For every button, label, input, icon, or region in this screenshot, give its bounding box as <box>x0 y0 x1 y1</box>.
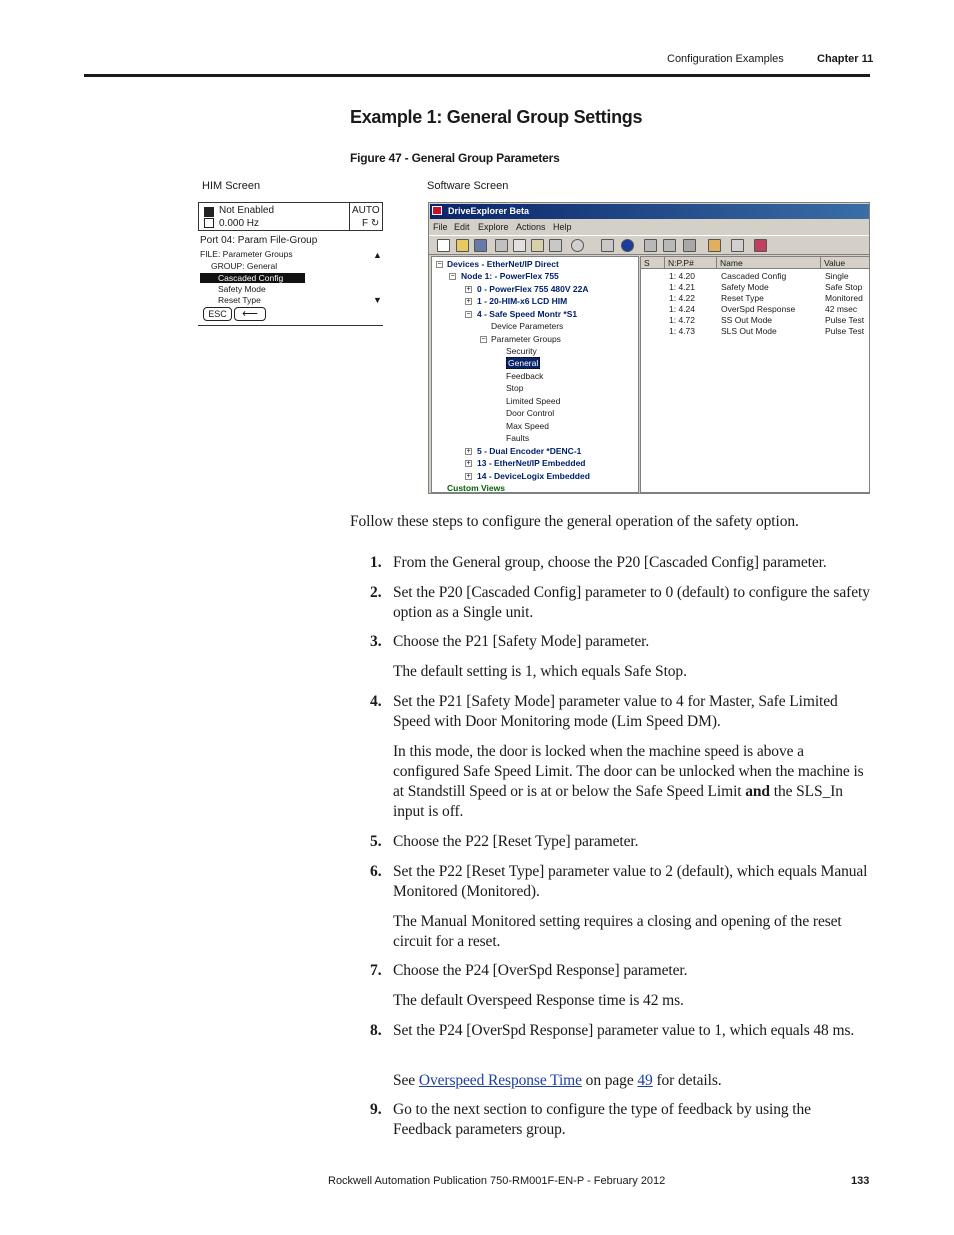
step-note <box>393 742 871 822</box>
him-frequency: 0.000 Hz <box>219 218 260 229</box>
note-text: In this mode, the door is locked when the machine speed is above a configured Safe Speed Limit. The door can be unlocked when the machine is at Standstill Speed or is at or below the Safe Speed Limit <box>393 743 864 800</box>
scroll-down-icon[interactable]: ▼ <box>373 295 382 305</box>
cell-value[interactable]: Safe Stop <box>825 282 863 292</box>
info-icon[interactable] <box>621 239 634 252</box>
figure-caption: Figure 47 - General Group Parameters <box>350 151 560 165</box>
window-title: DriveExplorer Beta <box>430 204 870 219</box>
step-text: Set the P20 [Cascaded Config] parameter to 0 (default) to configure the safety option as a Single unit. <box>393 584 870 621</box>
step-number: 4. <box>370 693 382 710</box>
header-rule <box>84 74 870 77</box>
step-number: 6. <box>370 863 382 880</box>
step-text: Set the P24 [OverSpd Response] parameter value to 1, which equals 48 ms. <box>393 1022 855 1039</box>
note-text: the SLS_In input is off. <box>393 783 843 820</box>
step-text: Choose the P24 [OverSpd Response] parameter. <box>393 962 688 979</box>
menu-actions[interactable]: Actions <box>516 222 546 232</box>
footer-publication: Rockwell Automation Publication 750-RM001F-EN-P - February 2012 <box>328 1175 666 1187</box>
step-number: 8. <box>370 1022 382 1039</box>
device-icon[interactable] <box>731 239 744 252</box>
tree-node[interactable]: Feedback <box>506 371 544 381</box>
tree-node[interactable]: 1 - 20-HIM-x6 LCD HIM <box>477 296 568 306</box>
tree-node[interactable]: 5 - Dual Encoder *DENC-1 <box>477 446 582 456</box>
save-icon[interactable] <box>474 239 487 252</box>
cell-name[interactable]: Reset Type <box>721 293 764 303</box>
cell-value[interactable]: Single <box>825 271 849 281</box>
tree-node[interactable]: 14 - DeviceLogix Embedded <box>477 471 590 481</box>
disconnect-icon[interactable] <box>601 239 614 252</box>
step-number: 1. <box>370 554 382 571</box>
tree-node[interactable]: Node 1: - PowerFlex 755 <box>461 271 559 281</box>
him-direction: F ↻ <box>362 218 380 229</box>
him-file: FILE: Parameter Groups <box>200 249 293 259</box>
step-number: 7. <box>370 962 382 979</box>
cell-npp[interactable]: 1: 4.72 <box>669 315 695 325</box>
back-arrow-icon[interactable]: ⟵ <box>234 307 266 321</box>
status-indicator-icon <box>204 207 214 217</box>
him-selected-item[interactable]: Cascaded Config <box>200 273 305 283</box>
step-text: From the General group, choose the P20 [Cascaded Config] parameter. <box>393 554 827 571</box>
expand-icon[interactable]: + <box>466 298 471 305</box>
step-number: 9. <box>370 1101 382 1118</box>
tree-node[interactable]: Max Speed <box>506 421 549 431</box>
tree-node-selected-label[interactable]: General <box>508 358 539 368</box>
cell-npp[interactable]: 1: 4.21 <box>669 282 695 292</box>
expand-icon[interactable]: + <box>466 286 471 293</box>
tree-node[interactable]: Limited Speed <box>506 396 561 406</box>
collapse-icon[interactable]: − <box>466 311 471 318</box>
section-title: Example 1: General Group Settings <box>350 107 643 127</box>
print-icon[interactable] <box>549 239 562 252</box>
him-status-text: Not Enabled <box>219 205 275 216</box>
step-note: The default Overspeed Response time is 42 ms. <box>393 992 684 1009</box>
cell-value[interactable]: 42 msec <box>825 304 858 314</box>
him-group: GROUP: General <box>211 261 278 271</box>
scroll-up-icon[interactable]: ▲ <box>373 250 382 260</box>
parameter-list <box>640 256 870 493</box>
him-list-item[interactable]: Safety Mode <box>218 284 266 294</box>
tree-node[interactable]: 4 - Safe Speed Montr *S1 <box>477 309 578 319</box>
cell-value[interactable]: Pulse Test <box>825 315 865 325</box>
copy-icon[interactable] <box>513 239 526 252</box>
compare-icon[interactable] <box>683 239 696 252</box>
cell-value[interactable]: Pulse Test <box>825 326 865 336</box>
cell-value[interactable]: Monitored <box>825 293 863 303</box>
tree-node[interactable]: 13 - EtherNet/IP Embedded <box>477 458 586 468</box>
cut-icon[interactable] <box>495 239 508 252</box>
software-screen-label: Software Screen <box>427 180 509 192</box>
menu-explore[interactable]: Explore <box>478 222 509 232</box>
collapse-icon[interactable]: − <box>450 273 455 280</box>
wizard-icon[interactable] <box>708 239 721 252</box>
step-note: The default setting is 1, which equals Safe Stop. <box>393 663 687 680</box>
him-screen-label: HIM Screen <box>202 180 261 192</box>
step-number: 3. <box>370 633 382 650</box>
toolbar <box>429 235 870 255</box>
menu-help[interactable]: Help <box>553 222 572 232</box>
step-text: Go to the next section to configure the type of feedback by using the Feedback parameters group. <box>393 1101 811 1138</box>
intro-paragraph: Follow these steps to configure the general operation of the safety option. <box>350 513 799 530</box>
him-port: Port 04: Param File-Group <box>200 235 318 246</box>
tree-node[interactable]: Custom Views <box>447 483 505 493</box>
step-note: The Manual Monitored setting requires a closing and opening of the reset circuit for a reset. <box>393 913 842 950</box>
download-icon[interactable] <box>663 239 676 252</box>
tree-node[interactable]: Parameter Groups <box>491 334 561 344</box>
see-text: See <box>393 1072 419 1089</box>
cell-name[interactable]: Safety Mode <box>721 282 769 292</box>
him-mode: AUTO <box>352 205 380 216</box>
tree-node[interactable]: Faults <box>506 433 530 443</box>
step-text: Set the P22 [Reset Type] parameter value to 2 (default), which equals Manual Monitored (Monitored). <box>393 863 868 900</box>
column-header-npp[interactable]: N:P.P# <box>665 257 717 269</box>
see-text: for details. <box>652 1072 722 1089</box>
app-icon <box>432 206 442 215</box>
tree-node[interactable]: Device Parameters <box>491 321 564 331</box>
cell-npp[interactable]: 1: 4.22 <box>669 293 695 303</box>
expand-icon[interactable]: + <box>466 460 471 467</box>
see-text: on page <box>581 1072 638 1089</box>
running-header-chapter: Chapter 11 <box>817 53 874 65</box>
note-emphasis: and <box>745 783 770 800</box>
expand-icon[interactable]: + <box>466 473 471 480</box>
upload-icon[interactable] <box>644 239 657 252</box>
step-text: Set the P21 [Safety Mode] parameter value to 4 for Master, Safe Limited Speed with Door Monitoring mode (Lim Speed DM). <box>393 693 838 730</box>
tree-node[interactable]: Door Control <box>506 408 555 418</box>
cell-name[interactable]: SLS Out Mode <box>721 326 777 336</box>
tree-node[interactable]: Stop <box>506 383 524 393</box>
esc-button[interactable]: ESC <box>203 307 232 321</box>
cell-npp[interactable]: 1: 4.73 <box>669 326 695 336</box>
page-49-link[interactable]: 49 <box>637 1072 653 1089</box>
cell-name[interactable]: OverSpd Response <box>721 304 796 314</box>
him-screen <box>198 202 384 326</box>
collapse-icon[interactable]: − <box>437 261 442 268</box>
tree-node[interactable]: 0 - PowerFlex 755 480V 22A <box>477 284 589 294</box>
menu-bar <box>429 220 870 234</box>
open-icon[interactable] <box>456 239 469 252</box>
step-number: 2. <box>370 584 382 601</box>
expand-icon[interactable]: + <box>466 448 471 455</box>
overspeed-response-time-link[interactable]: Overspeed Response Time <box>418 1072 582 1089</box>
column-header-name[interactable]: Name <box>717 257 821 269</box>
cell-npp[interactable]: 1: 4.24 <box>669 304 695 314</box>
running-header-section: Configuration Examples <box>667 53 784 65</box>
software-window <box>428 202 870 494</box>
step-text: Choose the P22 [Reset Type] parameter. <box>393 833 639 850</box>
cell-npp[interactable]: 1: 4.20 <box>669 271 695 281</box>
him-status-bar <box>198 202 383 231</box>
connect-icon[interactable] <box>571 239 584 252</box>
menu-edit[interactable]: Edit <box>454 222 470 232</box>
new-icon[interactable] <box>437 239 450 252</box>
him-list-item[interactable]: Reset Type <box>218 295 261 305</box>
tree-node[interactable]: Devices - EtherNet/IP Direct <box>447 259 559 269</box>
step-text: Choose the P21 [Safety Mode] parameter. <box>393 633 650 650</box>
paste-icon[interactable] <box>531 239 544 252</box>
tree-node-selected[interactable] <box>506 358 540 369</box>
column-header-s[interactable]: S <box>641 257 665 269</box>
status-indicator-icon <box>204 218 214 228</box>
step-number: 5. <box>370 833 382 850</box>
him-divider <box>349 203 350 231</box>
help-book-icon[interactable] <box>754 239 767 252</box>
collapse-icon[interactable]: − <box>481 336 486 343</box>
cell-name[interactable]: Cascaded Config <box>721 271 787 281</box>
tree-node[interactable]: Security <box>506 346 537 356</box>
device-tree <box>431 256 639 493</box>
menu-file[interactable]: File <box>433 222 448 232</box>
column-header-value[interactable]: Value <box>821 257 870 269</box>
cell-name[interactable]: SS Out Mode <box>721 315 773 325</box>
step-note <box>393 1071 871 1091</box>
page-number: 133 <box>851 1175 870 1187</box>
him-divider <box>198 325 383 326</box>
